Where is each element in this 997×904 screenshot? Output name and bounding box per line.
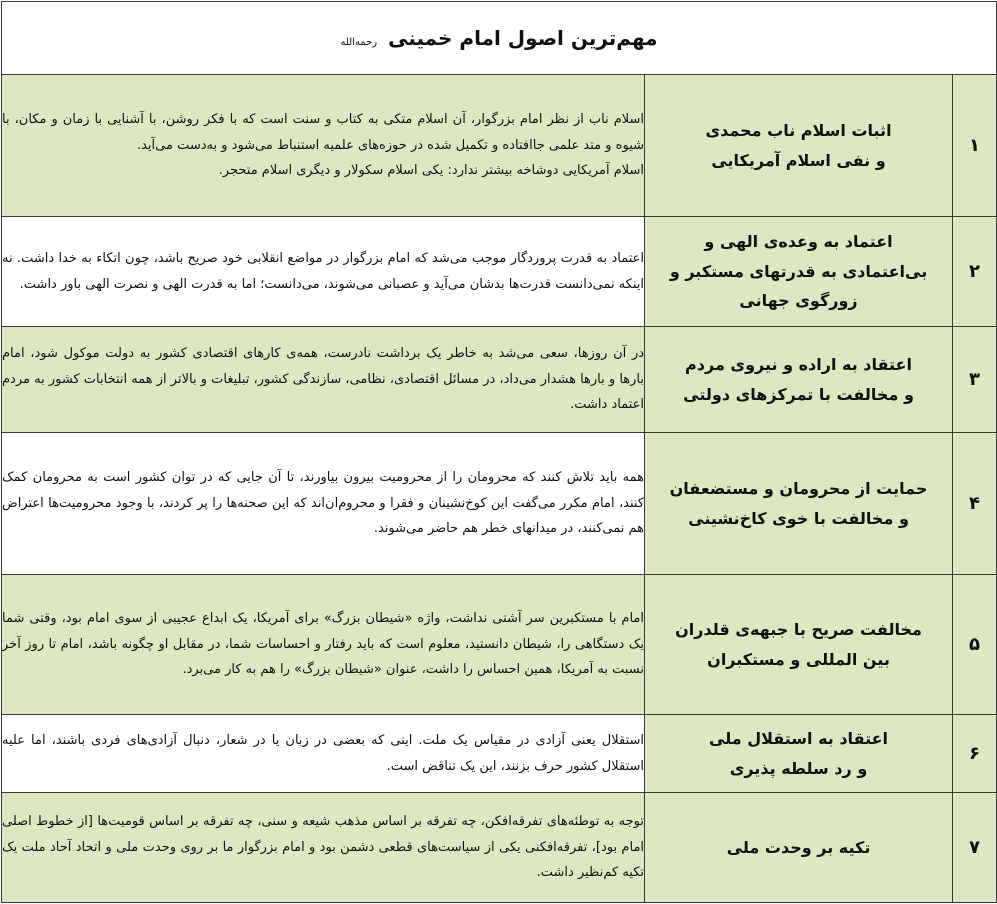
description-paragraph: امام با مستکبرین سر آشتی نداشت، واژه «شیطان بزرگ» برای آمریکا، یک ابداع عجیبی از سوی امام بود، وقتی شما یک دستگاهی را، شیطان دانستید، معلوم است که باید رفتار و احساسات شما، در مقابل او چگونه باشد، امام تا روز آخر نسبت به آمریکا، همین احساس را داشت، عنوان «شیطان بزرگ» را هم به کار می‌برد.	[2, 611, 645, 678]
principle-row	[2, 575, 997, 715]
principle-heading	[645, 433, 953, 575]
title-text: مهم‌ترین اصول امام خمینی	[388, 26, 658, 50]
title-row	[2, 2, 997, 75]
principle-row	[2, 217, 997, 327]
principle-heading	[645, 327, 953, 433]
principle-heading	[645, 793, 953, 903]
principle-number: ۵	[953, 575, 997, 715]
principle-heading	[645, 217, 953, 327]
principle-number: ۴	[953, 433, 997, 575]
heading-line: اعتقاد به استقلال ملی	[709, 728, 889, 748]
principle-description	[2, 327, 645, 433]
heading-line: و نفی اسلام آمریکایی	[711, 150, 886, 170]
heading-line: بی‌اعتمادی به قدرتهای مستکبر و	[669, 261, 928, 281]
heading-line: مخالفت صریح با جبهه‌ی قلدران	[675, 619, 922, 639]
principle-description	[2, 433, 645, 575]
principle-description	[2, 217, 645, 327]
table-title	[2, 2, 997, 75]
principle-number: ۶	[953, 715, 997, 793]
heading-line: و رد سلطه پذیری	[729, 758, 868, 778]
heading-line: و مخالفت با تمرکزهای دولتی	[683, 384, 914, 404]
description-paragraph: اعتماد به قدرت پروردگار موجب می‌شد که امام بزرگوار در مواضع انقلابی خود صریح باشد، چون اتکاء به خدا داشت. نه اینکه نمی‌دانست قدرت‌ها بدشان می‌آید و عصبانی می‌شوند، می‌دانست؛ اما به قدرت الهی و نصرت الهی باور داشت.	[2, 251, 645, 292]
heading-line: اعتقاد به اراده و نیروی مردم	[685, 354, 912, 374]
document-sheet	[0, 1, 997, 904]
description-paragraph: اسلام ناب از نظر امام بزرگوار، آن اسلام متکی به کتاب و سنت است که با فکر روشن، با آشنایی با زمان و مکان، با شیوه و متد علمی جاافتاده و تکمیل شده در حوزه‌های علمیه استنباط می‌شود و به‌دست می‌آید.	[2, 112, 645, 153]
principle-number: ۱	[953, 75, 997, 217]
heading-line: و مخالفت با خوی کاخ‌نشینی	[688, 508, 909, 528]
heading-line: حمایت از محرومان و مستضعفان	[669, 478, 928, 498]
description-paragraph: توجه به توطئه‌های تفرقه‌افکن، چه تفرقه بر اساس مذهب شیعه و سنی، چه تفرقه بر اساس قومیت‌ها [از خطوط اصلی امام بود]، تفرقه‌افکنی یکی از سیاست‌های قطعی دشمن بود و امام بزرگوار ما بر روی وحدت ملی و اتحاد آحاد ملت یک تکیه کم‌نظیر داشت.	[2, 814, 645, 881]
principle-number: ۳	[953, 327, 997, 433]
principle-row	[2, 327, 997, 433]
principle-description	[2, 715, 645, 793]
principle-row	[2, 433, 997, 575]
description-paragraph: استقلال یعنی آزادی در مقیاس یک ملت. اینی که بعضی در زبان یا در شعار، دنبال آزادی‌های فردی باشند، اما علیه استقلال کشور حرف بزنند، این یک تناقض است.	[2, 733, 645, 774]
principle-number: ۲	[953, 217, 997, 327]
principle-number: ۷	[953, 793, 997, 903]
heading-line: زورگوی جهانی	[739, 291, 858, 311]
description-paragraph: اسلام آمریکایی دوشاخه بیشتر ندارد: یکی اسلام سکولار و دیگری اسلام متحجر.	[218, 163, 645, 179]
table-body	[2, 2, 997, 903]
principle-heading	[645, 715, 953, 793]
principle-row	[2, 793, 997, 903]
principle-heading	[645, 575, 953, 715]
principle-row	[2, 75, 997, 217]
heading-line: اثبات اسلام ناب محمدی	[705, 120, 892, 140]
principle-description	[2, 793, 645, 903]
description-paragraph: همه باید تلاش کنند که محرومان را از محرومیت بیرون بیاورند، تا آن جایی که در توان کشور است به محرومان کمک کنند، امام مکرر می‌گفت این کوخ‌نشینان و فقرا و محروم‌ان‌اند که این صحنه‌ها را پر کردند، با وجود محرومیت‌ها اعتراض هم نمی‌کنند، در میدانهای خطر هم حاضر می‌شوند.	[2, 470, 645, 537]
principle-description	[2, 75, 645, 217]
principle-description	[2, 575, 645, 715]
heading-line: اعتماد به وعده‌ی الهی و	[704, 232, 893, 252]
heading-line: تکیه بر وحدت ملی	[726, 837, 871, 857]
principle-row	[2, 715, 997, 793]
principle-heading	[645, 75, 953, 217]
title-honorific: رحمه‌الله	[340, 37, 378, 48]
description-paragraph: در آن روزها، سعی می‌شد به خاطر یک برداشت نادرست، همه‌ی کارهای اقتصادی کشور به دولت موکول شود، امام بارها و بارها هشدار می‌داد، در مسائل اقتصادی، نظامی، سازندگی کشور، تبلیغات و بالاتر از همه انتخابات کشور به مردم اعتماد داشت.	[2, 346, 645, 413]
principles-table	[1, 1, 997, 903]
heading-line: بین المللی و مستکبران	[707, 649, 890, 669]
